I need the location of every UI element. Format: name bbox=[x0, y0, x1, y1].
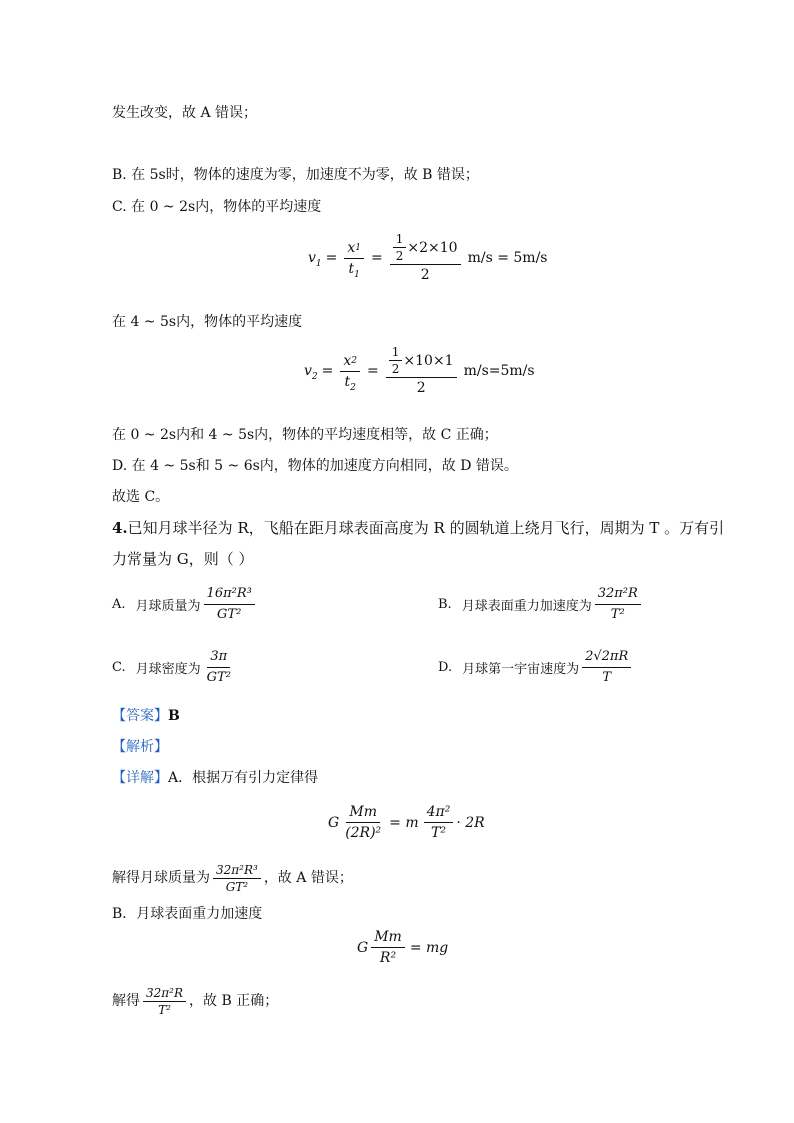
text-line: 在 0 ~ 2s内和 4 ~ 5s内，物体的平均速度相等，故 C 正确； bbox=[112, 427, 498, 443]
text-line: D. 在 4 ~ 5s和 5 ~ 6s内，物体的加速度方向相同，故 D 错误。 bbox=[112, 458, 518, 474]
text-line: B. 在 5s时，物体的速度为零，加速度不为零，故 B 错误； bbox=[112, 167, 479, 183]
equation-surface-gravity: G $\frac{Mm}{\text{R²}}$ = mg bbox=[357, 929, 449, 966]
text-line: C. 在 0 ~ 2s内，物体的平均速度 bbox=[112, 199, 322, 215]
eq-lhs: $v_1$ bbox=[308, 250, 322, 269]
solve-b-line: 解得 $\frac{\text{32π²R}}{\text{T²}}$ ，故 B 正确； bbox=[112, 985, 279, 1017]
text-line: 在 4 ~ 5s内，物体的平均速度 bbox=[112, 314, 303, 330]
equation-v1: $v_1$ = x 1 $t_1$ = $\frac{1}{2}$ ×2×10 2 m/s = 5m/s bbox=[308, 232, 548, 283]
solve-a-line: 解得月球质量为 $\frac{\text{32π²R³}}{\text{GT²}}$ ，故 A 错误； bbox=[112, 862, 353, 894]
option-b: B. 月球表面重力加速度为 $\frac{\text{32π²R}}{\text{T²}}$ bbox=[438, 585, 644, 624]
option-a: A. 月球质量为 $\frac{\text{16π²R³}}{\text{GT²}}$ bbox=[112, 585, 258, 624]
answer-line: 【答案】B bbox=[112, 708, 180, 724]
eq-fraction-x-t: x 2 $t_2$ bbox=[340, 352, 360, 391]
eq-lhs: $v_2$ bbox=[304, 363, 318, 382]
text-line: 发生改变，故 A 错误； bbox=[112, 105, 258, 121]
eq-fraction-x-t: x 1 $t_1$ bbox=[344, 239, 364, 278]
eq-fraction-main: $\frac{1}{2}$ ×10×1 2 bbox=[386, 345, 457, 397]
option-c: C. 月球密度为 $\frac{3\pi}{\text{GT²}}$ bbox=[112, 649, 231, 685]
equation-gravitation: G $\frac{Mm}{\text{(2R)²}}$ = m $\frac{\text{4π²}}{\text{T²}}$ · 2R bbox=[328, 804, 485, 841]
detail-line-a: 【详解】A．根据万有引力定律得 bbox=[112, 770, 319, 786]
analysis-tag: 【解析】 bbox=[112, 739, 168, 755]
eq-fraction-main: $\frac{1}{2}$ ×2×10 2 bbox=[390, 232, 461, 284]
question-line-1: 4.已知月球半径为 R，飞船在距月球表面高度为 R 的圆轨道上绕月飞行，周期为 T 。万有引 bbox=[112, 519, 725, 537]
question-line-2: 力常量为 G，则（ ） bbox=[112, 550, 254, 568]
equation-v2: $v_2$ = x 2 $t_2$ = $\frac{1}{2}$ ×10×1 2 m/s=5m/s bbox=[304, 345, 535, 396]
text-line: 故选 C。 bbox=[112, 489, 170, 505]
option-d: D. 月球第一宇宙速度为 $\frac{2√2\pi R}{T}$ bbox=[438, 648, 634, 687]
detail-line-b: B．月球表面重力加速度 bbox=[112, 906, 263, 922]
